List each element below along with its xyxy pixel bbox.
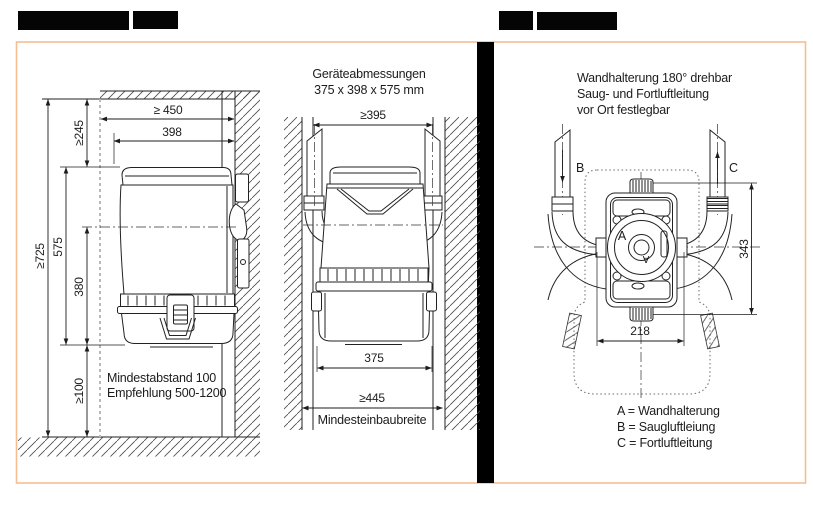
min-distance-note-line2: Empfehlung 500-1200 bbox=[107, 386, 227, 400]
label-b: B bbox=[576, 161, 585, 175]
bracket-title-line1: Wandhalterung 180° drehbar bbox=[577, 71, 732, 85]
exhaust-pipe-c bbox=[674, 124, 732, 300]
right-wall-hatch bbox=[445, 117, 480, 430]
label-a-rotated: A bbox=[642, 253, 650, 264]
dim-min-width: ≥ 450 bbox=[153, 103, 183, 117]
dim-device-height: 575 bbox=[51, 237, 66, 257]
legend-a: A = Wandhalterung bbox=[617, 404, 720, 418]
bracket-title-line3: vor Ort festlegbar bbox=[577, 103, 670, 117]
dim-device-width-front: 375 bbox=[364, 351, 384, 365]
dim-bottom-clearance: ≥100 bbox=[72, 378, 87, 404]
min-install-width-caption: Mindesteinbaubreite bbox=[317, 413, 427, 427]
legend bbox=[617, 404, 720, 450]
dim-install-width: ≥445 bbox=[359, 391, 385, 405]
bucket-latch bbox=[167, 295, 194, 331]
appliance-front-view bbox=[303, 167, 443, 345]
dust-bucket-front bbox=[318, 291, 430, 341]
dim-lower-height: 380 bbox=[72, 277, 87, 297]
label-c: C bbox=[729, 161, 738, 175]
left-section-title-redacted bbox=[18, 11, 178, 30]
front-view-installation-drawing bbox=[284, 67, 480, 430]
dim-opening-width: ≥395 bbox=[360, 108, 386, 122]
wall-bracket-unit bbox=[596, 179, 687, 321]
label-a: A bbox=[617, 229, 627, 243]
dim-device-width: 398 bbox=[162, 125, 182, 139]
appliance-side-view bbox=[82, 168, 249, 348]
left-wall-hatch bbox=[284, 117, 302, 430]
side-view-installation-drawing bbox=[18, 91, 260, 457]
legend-c: C = Fortluftleitung bbox=[617, 436, 713, 450]
device-dimensions-title-line1: Geräteabmessungen bbox=[312, 67, 426, 81]
floor-hatch bbox=[18, 438, 260, 457]
legend-b: B = Saugluftleiung bbox=[617, 420, 716, 434]
right-latch bbox=[427, 292, 437, 311]
device-dimensions-title-line2: 375 x 398 x 575 mm bbox=[314, 83, 424, 97]
wall-bracket-top-view-drawing bbox=[534, 71, 762, 450]
right-section-title-redacted bbox=[499, 11, 617, 30]
min-distance-note-line1: Mindestabstand 100 bbox=[107, 371, 216, 385]
left-latch bbox=[312, 292, 322, 311]
dim-width-218: 218 bbox=[630, 324, 650, 338]
dim-height-343: 343 bbox=[737, 239, 752, 259]
dim-top-clearance: ≥245 bbox=[72, 120, 87, 146]
bracket-title-line2: Saug- und Fortluftleitung bbox=[577, 87, 709, 101]
dim-total-height: ≥725 bbox=[33, 243, 48, 269]
